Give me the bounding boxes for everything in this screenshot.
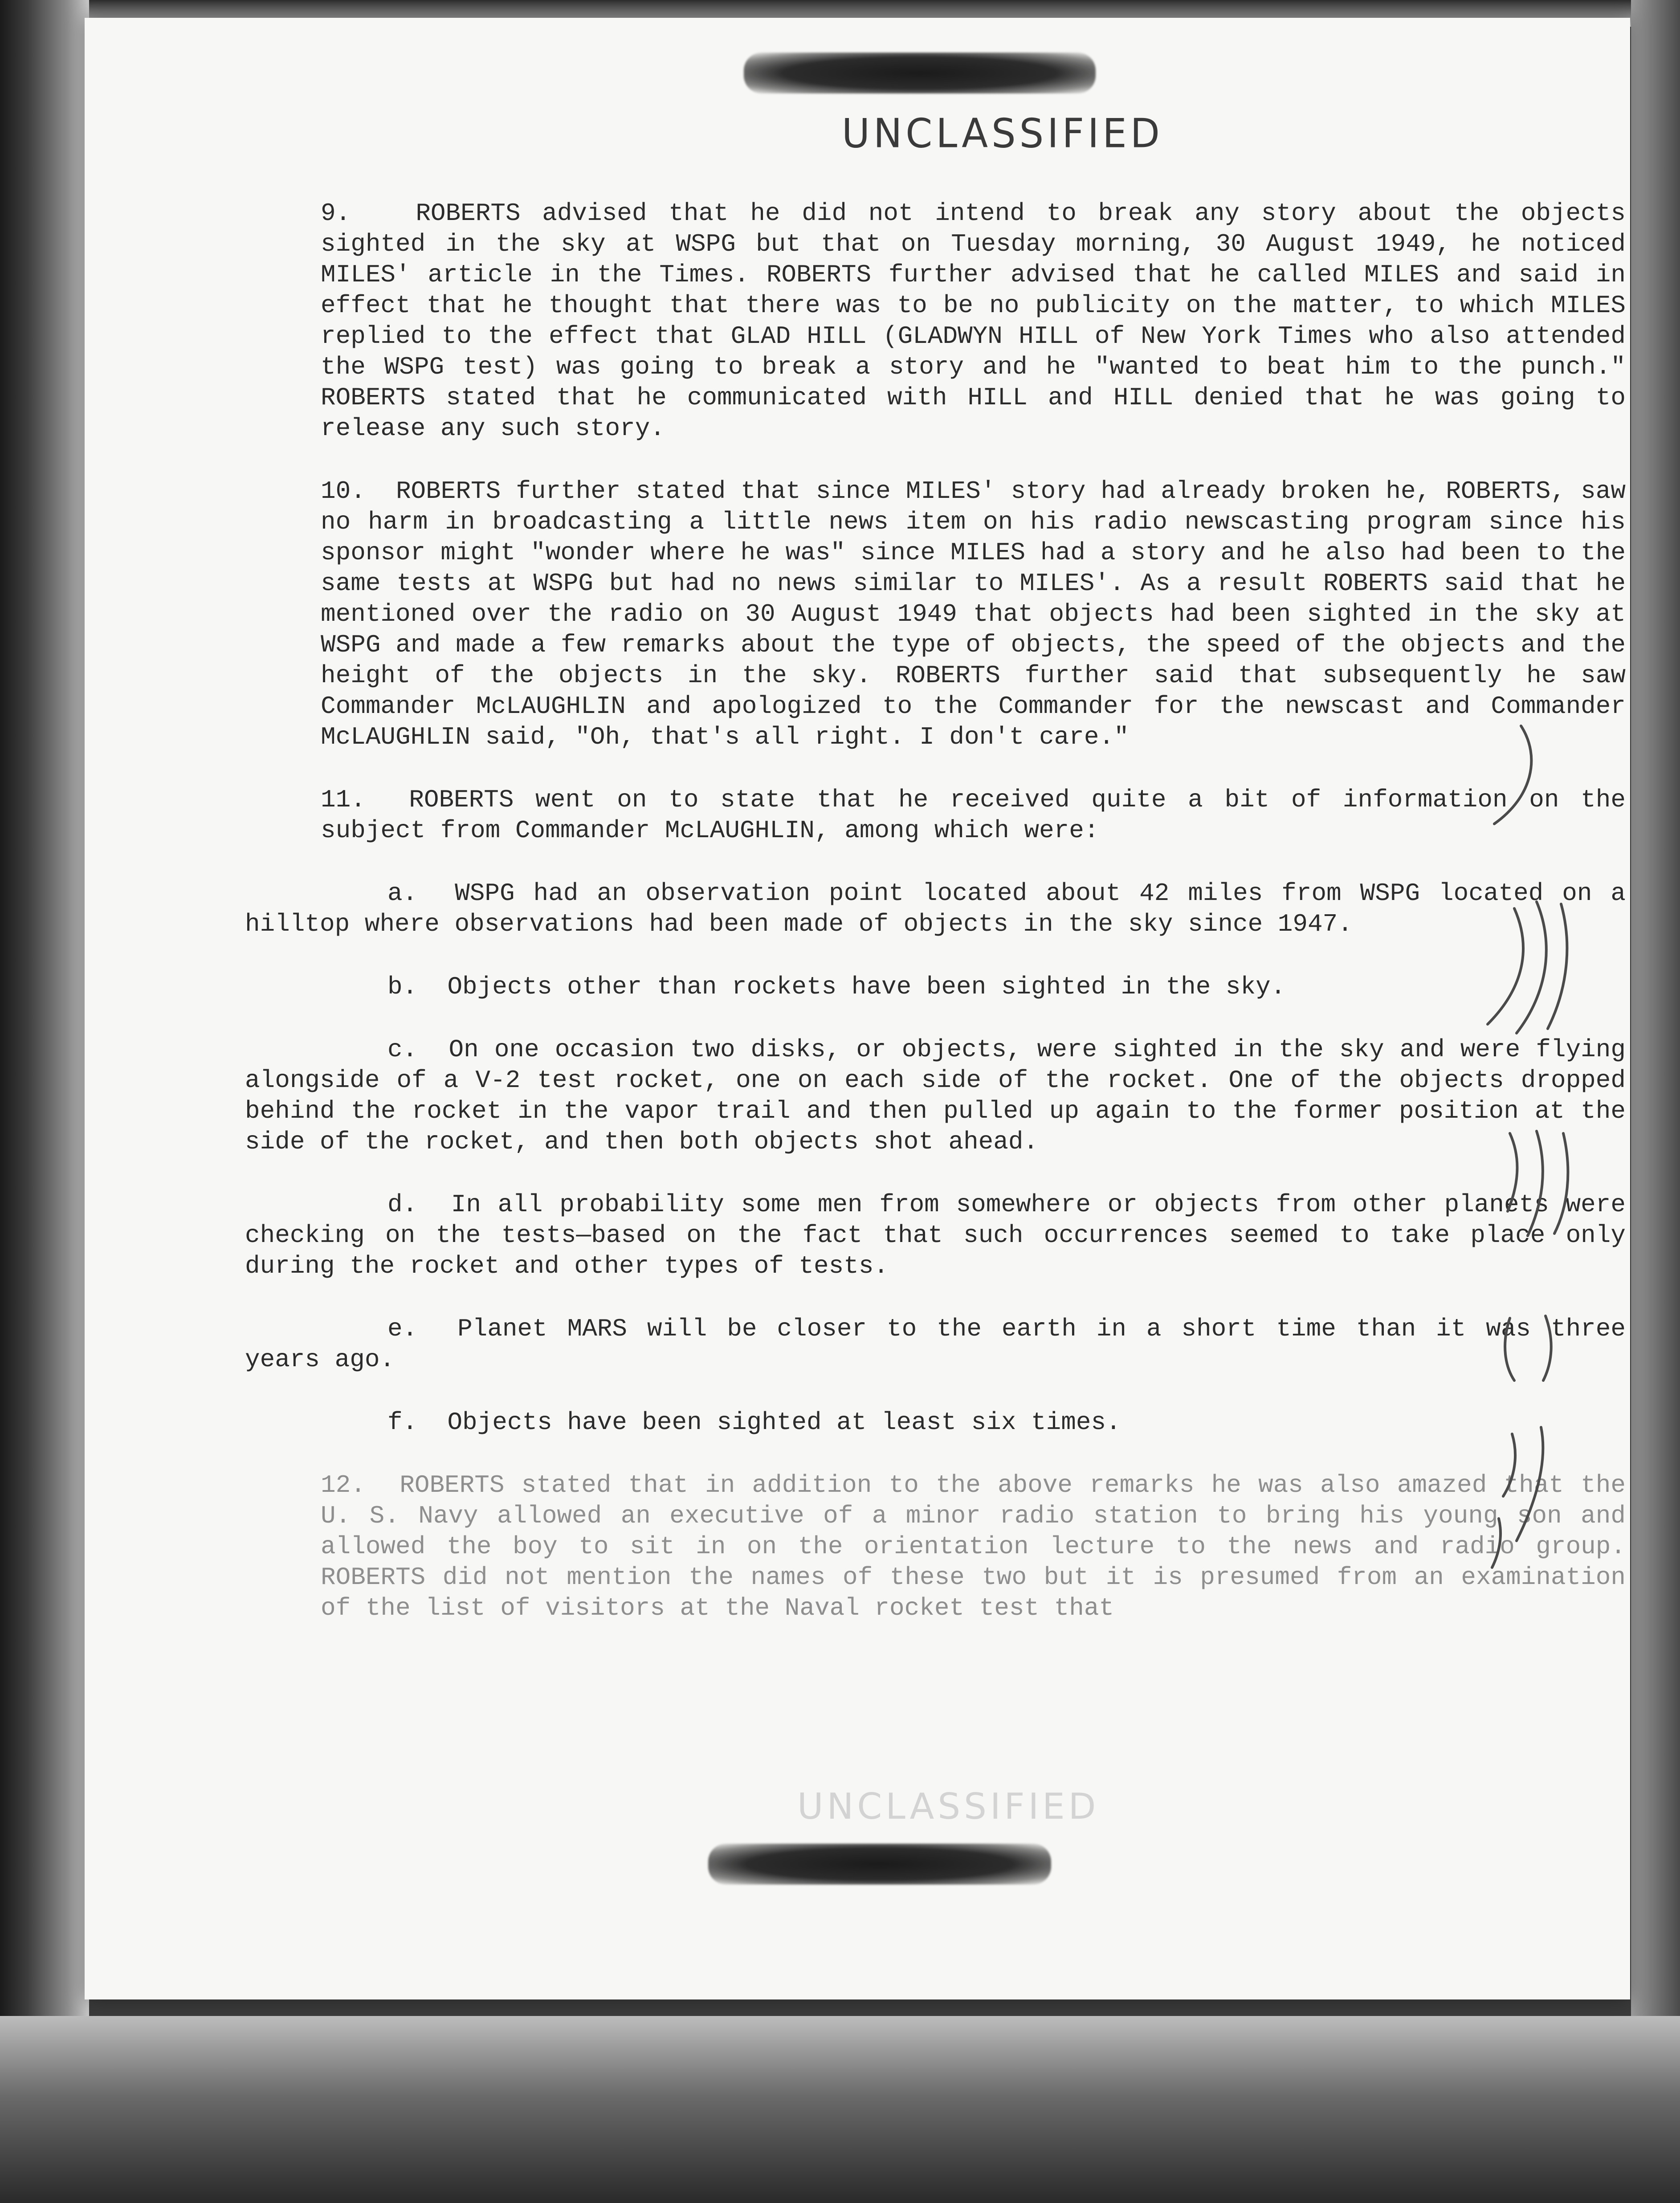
redacted-stamp-top <box>744 53 1096 94</box>
sub-item-text: Objects other than rockets have been sighted in the sky. <box>447 973 1286 1001</box>
paragraph-text: ROBERTS further stated that since MILES' story had already broken he, ROBERTS, saw no harm in broadcasting a little news item on his radio newscasting program since his sponsor might "wonder where he was" since MILES had a story and he also had been to the same tests at WSPG but had no news similar to MILES'. As a result ROBERTS said that he mentioned over the radio on 30 August 1949 that objects had been sighted in the sky at WSPG and made a few remarks about the type of objects, the speed of the objects and the height of the objects in the sky. ROBERTS further said that subsequently he saw Commander McLAUGHLIN and apologized to the Commander for the newscast and Commander McLAUGHLIN said, "Oh, that's all right. I don't care." <box>321 477 1626 751</box>
paragraph-text: ROBERTS stated that in addition to the above remarks he was also amazed that the U. S. Navy allowed an executive of a minor radio station to bring his young son and allowed the boy to sit in on the orientation lecture to the news and radio group. ROBERTS did not mention the names of these two but it is presumed from an examination of the list of visitors at the Naval rocket test that <box>321 1471 1626 1622</box>
paragraph-11 <box>245 785 1626 846</box>
sub-item-text: WSPG had an observation point located about 42 miles from WSPG located on a hilltop where observations had been made of objects in the sky since 1947. <box>245 879 1626 938</box>
paragraph-12 <box>245 1470 1626 1624</box>
sub-item-e <box>245 1314 1626 1375</box>
sub-item-f <box>245 1407 1626 1438</box>
sub-item-text: Objects have been sighted at least six times. <box>447 1408 1121 1437</box>
paragraph-number: 12. <box>321 1471 366 1499</box>
scan-border-bottom <box>0 2016 1680 2203</box>
sub-item-letter: c. <box>387 1035 418 1064</box>
sub-item-letter: e. <box>387 1315 418 1343</box>
document-body <box>245 198 1626 1656</box>
sub-item-text: In all probability some men from somewhere or objects from other planets were checking on the tests—based on the fact that such occurrences seemed to take place only during the rocket and other types of tests. <box>245 1190 1626 1280</box>
sub-item-letter: d. <box>387 1190 418 1219</box>
sub-item-c <box>245 1034 1626 1157</box>
sub-item-text: On one occasion two disks, or objects, were sighted in the sky and were flying alongside of a V-2 test rocket, one on each side of the rocket. One of the objects dropped behind the rocket in the vapor trail and then pulled up again to the former position at the side of the rocket, and then both objects shot ahead. <box>245 1035 1626 1156</box>
sub-item-letter: b. <box>387 973 418 1001</box>
paragraph-number: 11. <box>321 786 366 814</box>
scan-border-right <box>1631 0 1680 2203</box>
sub-item-a <box>245 878 1626 940</box>
paragraph-text: ROBERTS went on to state that he received quite a bit of information on the subject from Commander McLAUGHLIN, among which were: <box>321 786 1626 845</box>
redacted-stamp-bottom <box>708 1844 1051 1885</box>
paragraph-text: ROBERTS advised that he did not intend to break any story about the objects sighted in the sky at WSPG but that on Tuesday morning, 30 August 1949, he noticed MILES' article in the Times. ROBERTS further advised that he called MILES and said in effect that he thought that there was to be no publicity on the matter, to which MILES replied to the effect that GLAD HILL (GLADWYN HILL of New York Times who also attended the WSPG test) was going to break a story and he "wanted to beat him to the punch." ROBERTS stated that he communicated with HILL and HILL denied that he was going to release any such story. <box>321 199 1626 443</box>
paragraph-number: 9. <box>321 199 351 228</box>
scan-border-left <box>0 0 89 2203</box>
document-page <box>85 18 1630 1999</box>
classification-marking-top: UNCLASSIFIED <box>842 110 1163 157</box>
classification-marking-bottom: UNCLASSIFIED <box>797 1786 1100 1827</box>
sub-item-d <box>245 1189 1626 1282</box>
sub-item-b <box>245 972 1626 1002</box>
sub-item-text: Planet MARS will be closer to the earth in a short time than it was three years ago. <box>245 1315 1626 1374</box>
sub-item-letter: a. <box>387 879 418 908</box>
paragraph-number: 10. <box>321 477 366 505</box>
paragraph-9 <box>245 198 1626 444</box>
paragraph-10 <box>245 476 1626 753</box>
sub-item-letter: f. <box>387 1408 418 1437</box>
